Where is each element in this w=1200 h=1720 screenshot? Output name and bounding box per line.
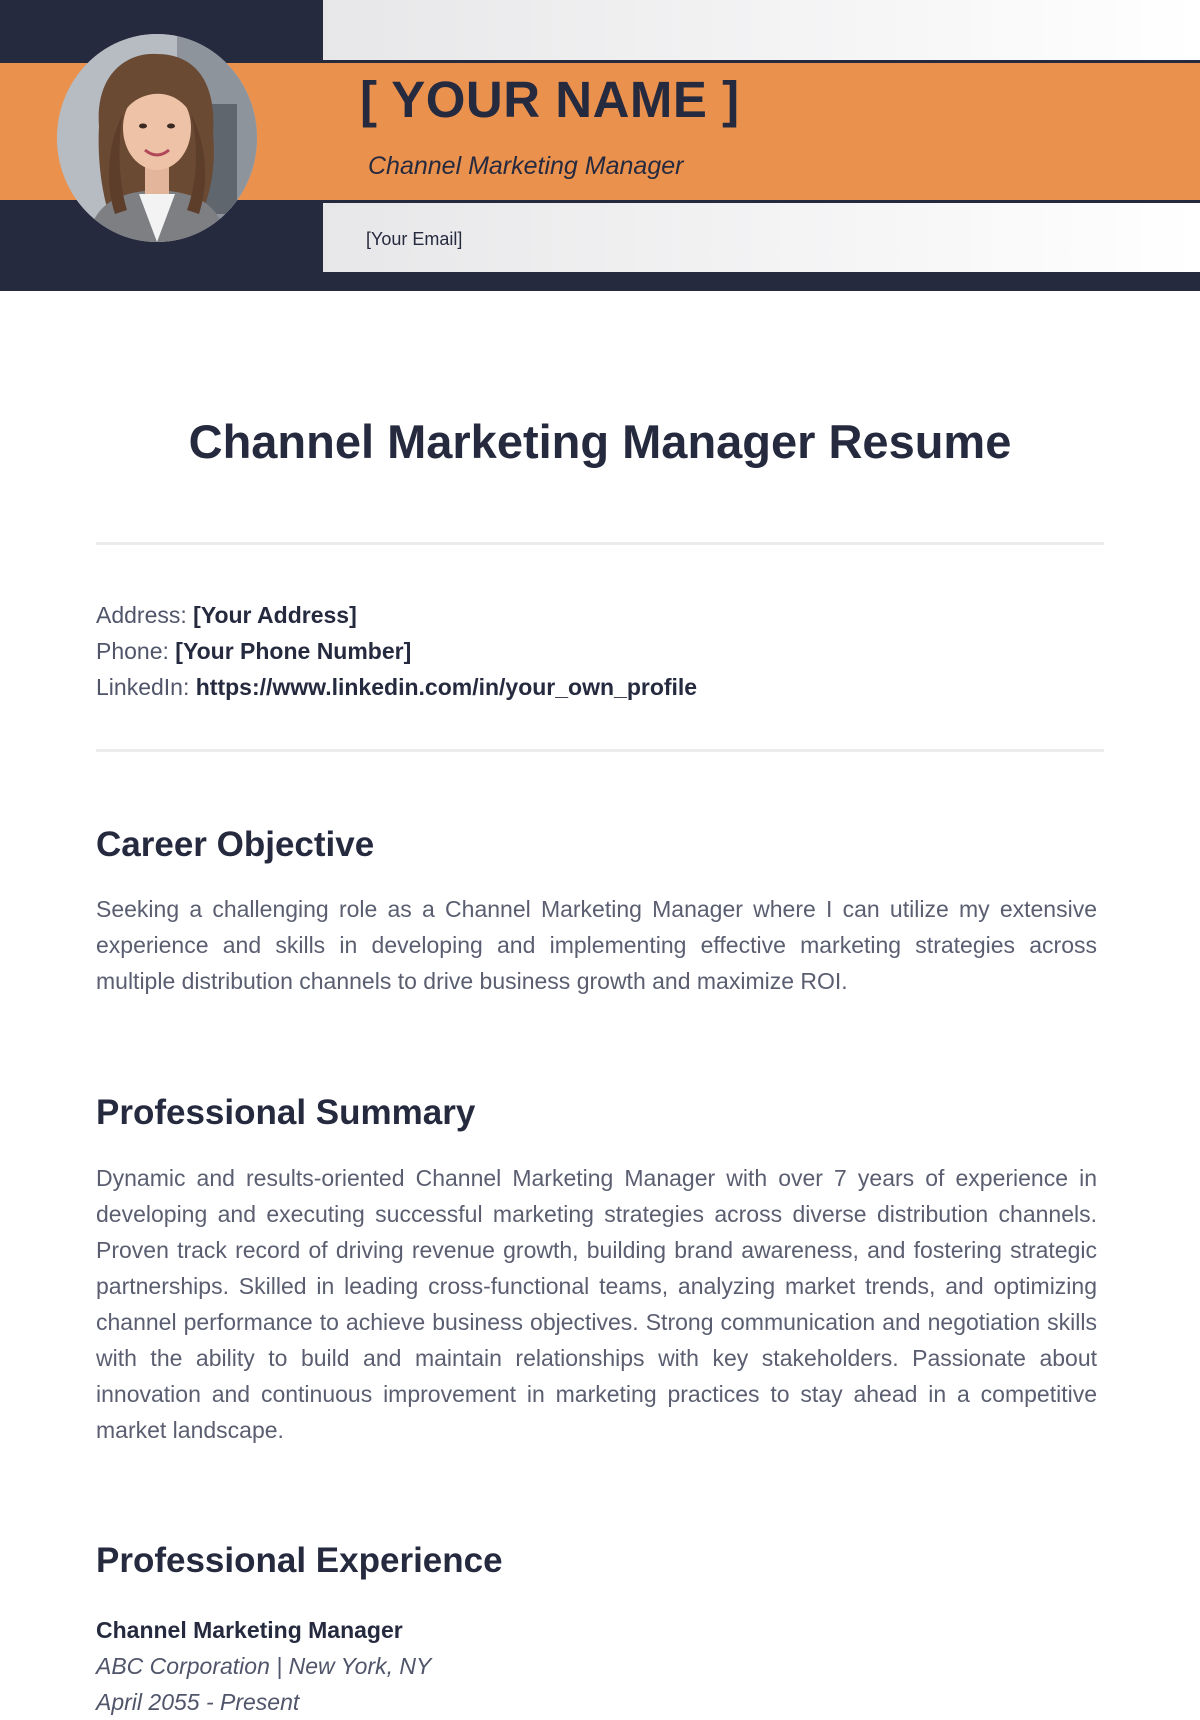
section-heading-professional-summary: Professional Summary xyxy=(96,1093,476,1132)
linkedin-label: LinkedIn: xyxy=(96,674,190,700)
header-band xyxy=(0,0,1200,291)
document-title: Channel Marketing Manager Resume xyxy=(188,415,1012,468)
professional-summary-text: Dynamic and results-oriented Channel Marketing Manager with over 7 years of experience in developing and executing successful marketing strategies across diverse distribution channels. Proven track record of driving revenue growth, building brand awareness, and fostering strategic partnerships. Skilled in leading cross-functional teams, analyzing market trends, and optimizing channel performance to achieve business objectives. Strong communication and negotiation skills with the ability to build and maintain relationships with key stakeholders. Passionate about innovation and continuous improvement in marketing practices to stay ahead in a competitive market landscape. xyxy=(96,1165,1097,1443)
candidate-name: [ YOUR NAME ] xyxy=(360,71,740,128)
candidate-job-title: Channel Marketing Manager xyxy=(368,152,684,180)
contact-block xyxy=(96,597,697,705)
career-objective-text: Seeking a challenging role as a Channel Marketing Manager where I can utilize my extensive experience and skills in developing and implementing effective marketing strategies across multiple distribution channels to drive business growth and maximize ROI. xyxy=(96,896,1097,994)
contact-phone xyxy=(96,633,697,669)
contact-address xyxy=(96,597,697,633)
divider xyxy=(96,749,1104,752)
experience-dates: April 2055 - Present xyxy=(96,1689,300,1715)
phone-label: Phone: xyxy=(96,638,169,664)
phone-value: [Your Phone Number] xyxy=(175,638,412,664)
experience-job-title: Channel Marketing Manager xyxy=(96,1617,403,1643)
experience-company: ABC Corporation | New York, NY xyxy=(96,1653,432,1679)
section-heading-career-objective: Career Objective xyxy=(96,825,375,864)
address-label: Address: xyxy=(96,602,187,628)
profile-photo-illustration xyxy=(57,34,257,242)
profile-photo xyxy=(57,34,257,242)
contact-linkedin xyxy=(96,669,697,705)
experience-entry xyxy=(96,1612,431,1720)
divider xyxy=(96,542,1104,545)
address-value: [Your Address] xyxy=(193,602,357,628)
candidate-email: [Your Email] xyxy=(366,229,463,249)
section-heading-professional-experience: Professional Experience xyxy=(96,1541,503,1580)
linkedin-link[interactable]: https://www.linkedin.com/in/your_own_profile xyxy=(195,674,698,700)
